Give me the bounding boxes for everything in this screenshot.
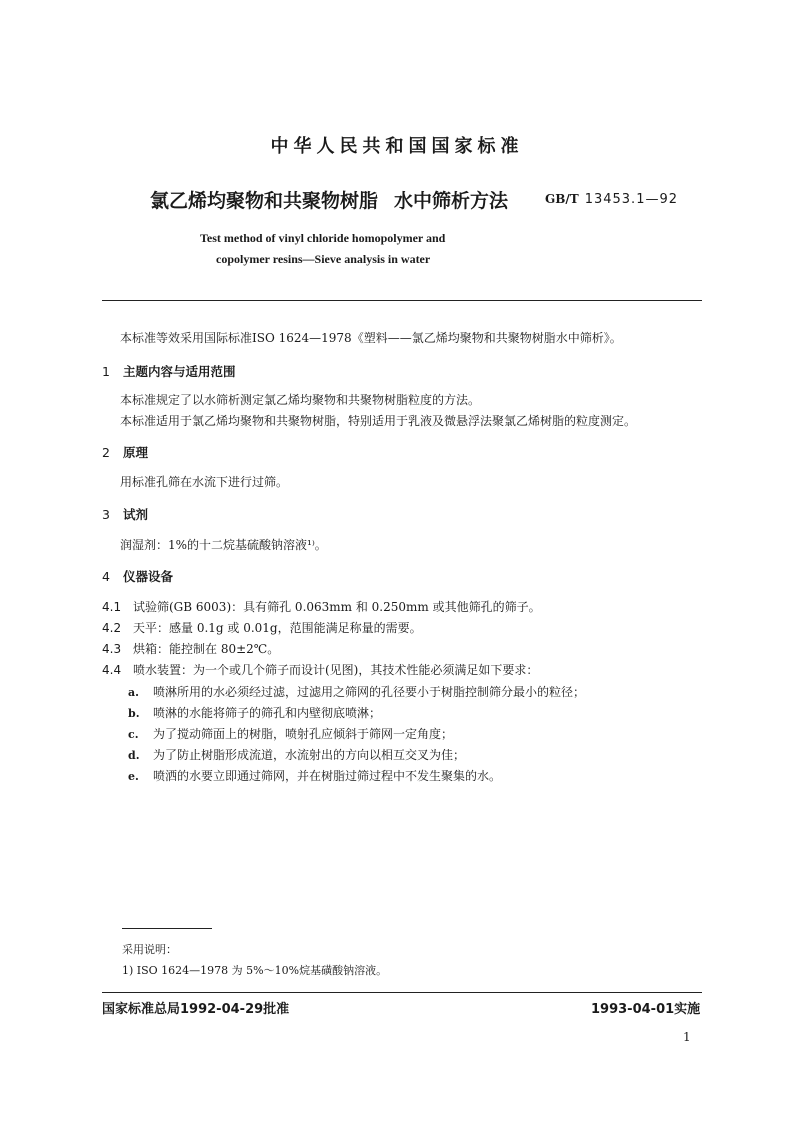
s3-paragraph-1: 润湿剂：1%的十二烷基硫酸钠溶液¹⁾。 <box>120 538 327 552</box>
page-number: 1 <box>683 1030 691 1044</box>
s1-paragraph-2: 本标准适用于氯乙烯均聚物和共聚物树脂，特别适用于乳液及微悬浮法聚氯乙烯树脂的粒度测定。 <box>120 414 637 428</box>
title-en-line2: copolymer resins—Sieve analysis in water <box>216 252 431 266</box>
standard-number <box>545 192 678 207</box>
section-heading-1: 1 主题内容与适用范围 <box>102 364 236 379</box>
footer-divider <box>102 992 702 993</box>
section-heading-4: 4 仪器设备 <box>102 569 174 584</box>
standard-prefix: GB/T <box>545 192 579 206</box>
title-zh-part2: 水中筛析方法 <box>394 190 509 212</box>
approval-date: 国家标准总局1992-04-29批准 <box>102 1002 290 1017</box>
list-item-b: b. 喷淋的水能将筛子的筛孔和内壁彻底喷淋； <box>128 706 382 720</box>
footnote-text: 1) ISO 1624—1978 为 5%～10%烷基磺酸钠溶液。 <box>122 964 388 977</box>
subclause-4-2: 4.2 天平：感量 0.1g 或 0.01g，范围能满足称量的需要。 <box>102 621 422 635</box>
header-divider <box>102 300 702 301</box>
section-heading-3: 3 试剂 <box>102 507 149 522</box>
effective-date: 1993-04-01实施 <box>591 1002 701 1017</box>
list-item-c: c. 为了搅动筛面上的树脂，喷射孔应倾斜于筛网一定角度； <box>128 727 454 741</box>
s1-paragraph-1: 本标准规定了以水筛析测定氯乙烯均聚物和共聚物树脂粒度的方法。 <box>120 393 481 407</box>
subclause-4-3: 4.3 烘箱：能控制在 80±2℃。 <box>102 642 280 656</box>
title-zh-part1: 氯乙烯均聚物和共聚物树脂 <box>150 190 379 212</box>
list-item-e: e. 喷洒的水要立即通过筛网，并在树脂过筛过程中不发生聚集的水。 <box>128 769 502 783</box>
title-zh <box>150 186 508 213</box>
intro-paragraph: 本标准等效采用国际标准ISO 1624—1978《塑料——氯乙烯均聚物和共聚物树脂水中筛析》。 <box>120 331 622 345</box>
s2-paragraph-1: 用标准孔筛在水流下进行过筛。 <box>120 475 289 489</box>
list-item-a: a. 喷淋所用的水必须经过滤，过滤用之筛网的孔径要小于树脂控制筛分最小的粒径； <box>128 685 586 699</box>
national-standard-heading: 中华人民共和国国家标准 <box>270 136 524 157</box>
subclause-4-1: 4.1 试验筛(GB 6003)：具有筛孔 0.063mm 和 0.250mm 或其他筛孔的筛子。 <box>102 600 541 614</box>
section-heading-2: 2 原理 <box>102 445 149 460</box>
title-en-line1: Test method of vinyl chloride homopolymer and <box>200 231 446 245</box>
standard-code: 13453.1—92 <box>584 192 679 207</box>
subclause-4-4: 4.4 喷水装置：为一个或几个筛子而设计(见图)，其技术性能必须满足如下要求： <box>102 663 539 677</box>
footnote-divider <box>122 928 212 929</box>
footnote-title: 采用说明： <box>122 943 177 956</box>
list-item-d: d. 为了防止树脂形成流道，水流射出的方向以相互交叉为佳； <box>128 748 466 762</box>
